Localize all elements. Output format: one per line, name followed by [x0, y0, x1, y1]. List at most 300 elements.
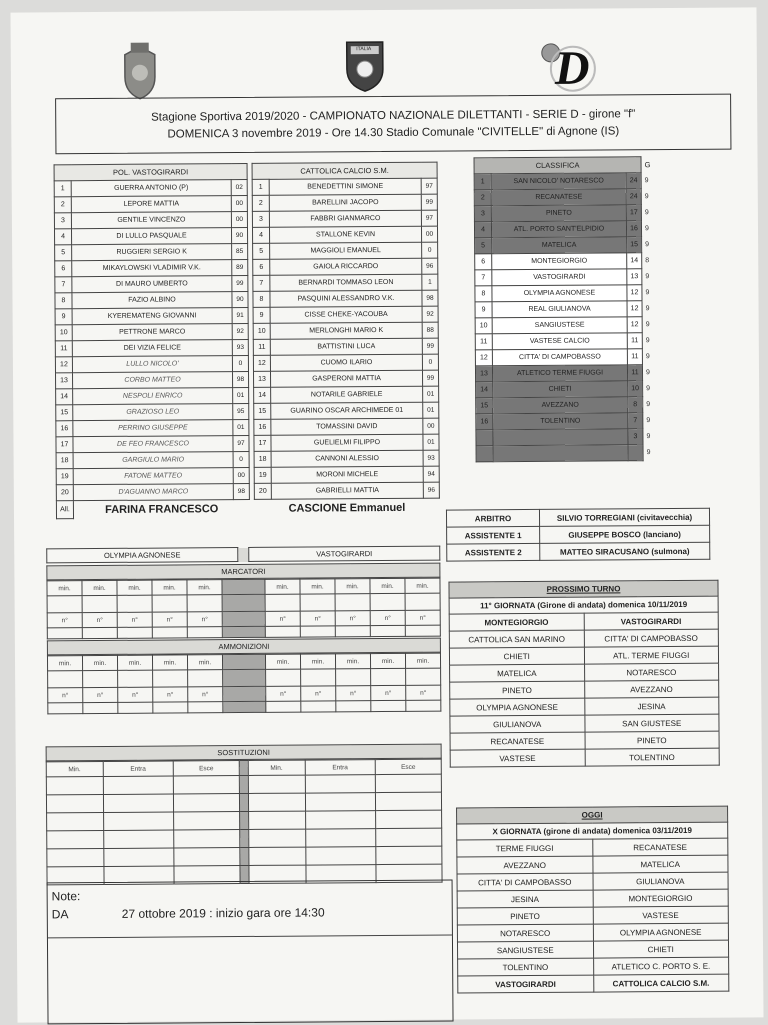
player-name: PETTRONE MARCO	[72, 324, 232, 341]
scorer-min-cell: min.	[370, 578, 405, 593]
player-year: 99	[422, 370, 438, 386]
player-year: 00	[423, 418, 439, 434]
next-round-match-row	[449, 646, 718, 665]
standings-team: REAL GIULIANOVA	[492, 301, 627, 318]
player-year: 97	[233, 435, 249, 451]
next-round-match-row	[450, 663, 719, 682]
player-year: 92	[422, 306, 438, 322]
referee-role: ASSISTENTE 2	[447, 543, 540, 561]
away-player-row	[253, 338, 438, 355]
standings-row	[476, 445, 659, 462]
player-year: 99	[421, 194, 437, 210]
scorer-n-cell: n°	[265, 611, 300, 626]
standings-team: ATL. PORTO SANT'ELPIDIO	[491, 221, 626, 238]
player-number: 11	[55, 341, 72, 357]
standings-row	[476, 397, 659, 414]
divider-cell	[222, 611, 265, 626]
player-number: 8	[253, 291, 270, 307]
player-year: 91	[232, 307, 248, 323]
standings-position: 13	[475, 366, 492, 382]
standings-games: 9	[646, 417, 651, 425]
standings-position: 11	[475, 334, 492, 350]
player-number: 7	[253, 275, 270, 291]
player-name: LULLO NICOLO'	[72, 356, 232, 373]
player-year: 88	[422, 322, 438, 338]
next-round-away-team: AVEZZANO	[584, 680, 719, 698]
today-match-row	[457, 940, 728, 959]
booking-n-cell: n°	[301, 686, 336, 701]
standings-points: 17	[626, 205, 641, 221]
next-round-home-team: CATTOLICA SAN MARINO	[449, 630, 584, 648]
today-match-row	[457, 838, 728, 857]
booking-min-cell: min.	[300, 654, 335, 669]
standings-position: 7	[475, 270, 492, 286]
booking-n-cell: n°	[406, 685, 441, 700]
scorer-n-cell: n°	[187, 612, 222, 627]
standings-row	[476, 413, 659, 430]
away-player-row	[254, 418, 439, 435]
away-player-row	[253, 306, 438, 323]
player-number: 16	[254, 419, 271, 435]
standings-games: 9	[644, 177, 649, 185]
player-number: 18	[254, 451, 271, 467]
player-name: GAIOLA RICCARDO	[270, 258, 422, 275]
standings-points: 14	[627, 253, 642, 269]
scorer-n-cell: n°	[335, 611, 370, 626]
player-year: 00	[233, 467, 249, 483]
standings-games: 9	[645, 353, 650, 361]
player-name: BATTISTINI LUCA	[270, 338, 422, 355]
standings-points: 16	[626, 221, 641, 237]
scorer-n-cell: n°	[300, 611, 335, 626]
booking-n-cell: n°	[266, 686, 301, 701]
player-name: BENEDETTINI SIMONE	[269, 178, 421, 195]
player-year: 99	[422, 338, 438, 354]
standings-games: 9	[645, 321, 650, 329]
substitutions-col-2: Esce	[173, 761, 239, 776]
player-number: 10	[55, 325, 72, 341]
standings-row	[475, 301, 658, 318]
booking-blank-row	[48, 700, 441, 714]
standings-row	[476, 429, 659, 446]
standings-team	[493, 429, 628, 446]
substitutions-col-2: Esce	[375, 759, 441, 774]
player-year: 96	[423, 482, 439, 498]
booking-n-cell: n°	[48, 688, 83, 703]
today-away-team: GIULIANOVA	[593, 872, 729, 890]
home-player-row	[54, 227, 247, 244]
player-number: 15	[56, 405, 73, 421]
scoresheet-team-left: OLYMPIA AGNONESE	[47, 548, 238, 563]
standings-position: 1	[474, 174, 491, 190]
standings-position: 2	[474, 190, 491, 206]
player-number: 1	[54, 181, 71, 197]
player-year: 90	[232, 291, 248, 307]
header-line-1: Stagione Sportiva 2019/2020 - CAMPIONATO NAZIONALE DILETTANTI - SERIE D - girone "f"	[151, 108, 636, 124]
player-number: 19	[56, 469, 73, 485]
next-round-home-team: RECANATESE	[450, 732, 585, 750]
home-player-row	[56, 387, 249, 404]
next-round-away-team: ATL. TERME FIUGGI	[584, 646, 719, 664]
standings-points: 3	[628, 429, 643, 445]
standings-games: 9	[645, 289, 650, 297]
standings-title: CLASSIFICA	[474, 157, 641, 174]
player-number: 1	[252, 179, 269, 195]
player-number: 20	[254, 483, 271, 499]
player-year: 98	[233, 483, 249, 499]
home-player-row	[56, 419, 249, 436]
player-number: 7	[55, 277, 72, 293]
home-player-row	[55, 275, 248, 292]
player-number: 14	[254, 387, 271, 403]
player-name: LEPORE MATTIA	[71, 196, 231, 213]
home-player-row	[55, 243, 248, 260]
standings-position: 6	[475, 254, 492, 270]
booking-n-cell: n°	[336, 686, 371, 701]
today-away-team: VASTESE	[593, 906, 729, 924]
player-number: 2	[252, 195, 269, 211]
divider-cell	[222, 654, 265, 669]
header-line-2: DOMENICA 3 novembre 2019 - Ore 14.30 Stadio Comunale "CIVITELLE" di Agnone (IS)	[167, 125, 620, 141]
scorer-min-cell: min.	[405, 578, 440, 593]
substitutions-col-1: Entra	[305, 760, 376, 775]
player-number: 4	[252, 227, 269, 243]
standings-row	[475, 253, 658, 270]
notes-text: 27 ottobre 2019 : inizio gara ore 14:30	[121, 905, 325, 921]
player-number: 13	[253, 371, 270, 387]
referee-name: GIUSEPPE BOSCO (lanciano)	[540, 525, 710, 543]
standings-row	[474, 173, 657, 190]
next-round-away-team: SAN GIUSTESE	[584, 714, 719, 732]
standings-row	[475, 237, 658, 254]
divider-cell	[223, 686, 266, 701]
standings-row	[474, 205, 657, 222]
notes-box	[47, 880, 454, 1025]
next-round-table	[448, 580, 719, 768]
home-player-row	[54, 195, 247, 212]
home-player-row	[55, 323, 248, 340]
player-year: 01	[233, 419, 249, 435]
away-player-row	[252, 226, 437, 243]
home-player-row	[56, 435, 249, 452]
player-name: FABBRI GIANMARCO	[269, 210, 421, 227]
next-round-away-team: TOLENTINO	[585, 748, 720, 766]
today-away-team: CATTOLICA CALCIO S.M.	[593, 974, 729, 992]
away-player-row	[254, 434, 439, 451]
scorer-min-cell: min.	[117, 580, 152, 595]
player-number: 3	[54, 213, 71, 229]
substitutions-col-0: Min.	[46, 761, 103, 776]
standings-points: 7	[628, 413, 643, 429]
player-name: MERLONGHI MARIO K	[270, 322, 422, 339]
next-round-match-row	[450, 714, 719, 733]
standings-position: 16	[476, 414, 493, 430]
standings-row	[475, 269, 658, 286]
booking-n-cell: n°	[118, 687, 153, 702]
player-year: 85	[232, 243, 248, 259]
player-number: 16	[56, 421, 73, 437]
player-name: CORBO MATTEO	[72, 372, 232, 389]
next-round-title: PROSSIMO TURNO	[449, 580, 718, 598]
standings-points: 8	[628, 397, 643, 413]
standings-points: 11	[627, 349, 642, 365]
player-name: KYEREMATENG GIOVANNI	[72, 308, 232, 325]
divider-cell	[222, 579, 265, 594]
player-number: 3	[252, 211, 269, 227]
standings-team: MONTEGIORGIO	[492, 253, 627, 270]
player-number: 18	[56, 453, 73, 469]
today-home-team: TERME FIUGGI	[457, 839, 593, 857]
player-number: 5	[55, 245, 72, 261]
player-name: FATONE MATTEO	[73, 468, 233, 485]
standings-points: 12	[627, 301, 642, 317]
referee-row	[447, 542, 710, 561]
home-player-row	[55, 259, 248, 276]
home-roster	[54, 163, 250, 519]
standings-points	[628, 445, 643, 461]
player-name: GASPERONI MATTIA	[270, 370, 422, 387]
away-player-row	[253, 258, 438, 275]
away-roster	[252, 162, 440, 517]
today-home-team: AVEZZANO	[457, 856, 593, 874]
today-match-row	[457, 923, 728, 942]
standings-games: 9	[646, 433, 651, 441]
today-match-row	[457, 872, 728, 891]
today-home-team: JESINA	[457, 890, 593, 908]
standings-points: 11	[627, 365, 642, 381]
substitutions-grid	[46, 759, 443, 886]
standings-row	[475, 333, 658, 350]
standings-row	[474, 189, 657, 206]
standings-games: 9	[645, 273, 650, 281]
standings-games: 9	[646, 401, 651, 409]
substitutions-col-0: Min.	[248, 760, 305, 775]
standings-games: 9	[645, 337, 650, 345]
player-name: MAGGIOLI EMANUEL	[270, 242, 422, 259]
match-sheet	[10, 7, 763, 1022]
player-name: MORONI MICHELE	[271, 466, 423, 483]
player-number: 5	[253, 243, 270, 259]
booking-n-cell: n°	[371, 685, 406, 700]
home-team-name: POL. VASTOGIRARDI	[54, 163, 247, 180]
standings-games: 9	[644, 209, 649, 217]
standings-games: 8	[645, 257, 650, 265]
standings-position: 9	[475, 302, 492, 318]
home-player-row	[56, 467, 249, 484]
standings-games: 9	[644, 225, 649, 233]
notes-da-label: DA	[51, 907, 69, 922]
standings-position: 3	[474, 206, 491, 222]
player-name: PASQUINI ALESSANDRO V.K.	[270, 290, 422, 307]
scorer-min-cell: min.	[300, 579, 335, 594]
next-round-home-team: OLYMPIA AGNONESE	[450, 698, 585, 716]
standings-points: 11	[627, 333, 642, 349]
scorer-min-cell: min.	[187, 580, 222, 595]
player-name: GUERRA ANTONIO (P)	[71, 180, 231, 197]
scorer-min-cell: min.	[47, 581, 82, 596]
player-number: 6	[253, 259, 270, 275]
player-year: 00	[231, 211, 247, 227]
home-player-row	[54, 211, 247, 228]
today-away-team: MATELICA	[592, 855, 728, 873]
player-name: NOTARILE GABRIELE	[271, 386, 423, 403]
scoresheet-team-right: VASTOGIRARDI	[249, 546, 440, 561]
scorer-min-cell: min.	[152, 580, 187, 595]
player-name: GABRIELLI MATTIA	[271, 482, 423, 499]
scorer-n-cell: n°	[47, 613, 82, 628]
player-name: GENTILE VINCENZO	[71, 212, 231, 229]
next-round-match-row	[449, 612, 718, 631]
standings-team: MATELICA	[492, 237, 627, 254]
scorer-n-cell: n°	[370, 610, 405, 625]
player-number: 6	[55, 261, 72, 277]
substitutions-label: SOSTITUZIONI	[46, 744, 441, 761]
standings-position: 10	[475, 318, 492, 334]
next-round-match-row	[450, 731, 719, 750]
player-number: 13	[55, 373, 72, 389]
today-home-team: SANGIUSTESE	[457, 941, 593, 959]
today-away-team: ATLETICO C. PORTO S. E.	[593, 957, 729, 975]
next-round-home-team: GIULIANOVA	[450, 715, 585, 733]
standings-row	[475, 365, 658, 382]
standings-position	[476, 430, 493, 446]
standings-team: CITTA' DI CAMPOBASSO	[492, 349, 627, 366]
next-round-match-row	[450, 697, 719, 716]
away-player-row	[253, 322, 438, 339]
today-match-row	[458, 957, 729, 976]
today-away-team: RECANATESE	[592, 838, 728, 856]
next-round-home-team: MONTEGIORGIO	[449, 613, 584, 631]
player-name: DEI VIZIA FELICE	[72, 340, 232, 357]
standings-row	[475, 285, 658, 302]
player-number: 10	[253, 323, 270, 339]
booking-min-cell: min.	[187, 655, 222, 670]
serie-d-logo	[539, 37, 599, 95]
standings-position: 15	[476, 398, 493, 414]
scorer-n-cell: n°	[117, 612, 152, 627]
player-name: GRAZIOSO LEO	[73, 404, 233, 421]
today-round-table	[456, 806, 729, 994]
player-year: 92	[232, 323, 248, 339]
next-round-away-team: JESINA	[584, 697, 719, 715]
standings-team: RECANATESE	[491, 189, 626, 206]
next-round-home-team: VASTESE	[450, 749, 585, 767]
player-number: 12	[55, 357, 72, 373]
standings-table	[474, 156, 660, 462]
player-year: 02	[231, 179, 247, 195]
player-year: 00	[421, 226, 437, 242]
scorers-section	[46, 563, 441, 640]
player-number: 17	[56, 437, 73, 453]
player-name: NESPOLI ENRICO	[73, 388, 233, 405]
today-match-row	[458, 974, 729, 993]
player-year: 01	[423, 386, 439, 402]
standings-games: 9	[645, 241, 650, 249]
scorer-n-cell: n°	[152, 612, 187, 627]
booking-n-cell: n°	[83, 687, 118, 702]
home-player-row	[55, 371, 248, 388]
next-round-home-team: MATELICA	[450, 664, 585, 682]
home-player-row	[55, 307, 248, 324]
standings-position: 4	[474, 222, 491, 238]
player-year: 01	[233, 387, 249, 403]
away-player-row	[254, 466, 439, 483]
today-match-row	[457, 889, 728, 908]
home-coach-label: All.	[56, 501, 73, 519]
player-year: 96	[422, 258, 438, 274]
away-player-row	[254, 450, 439, 467]
standings-points: 13	[627, 269, 642, 285]
today-title: OGGI	[457, 806, 728, 824]
standings-position: 8	[475, 286, 492, 302]
player-number: 12	[253, 355, 270, 371]
player-year: 1	[422, 274, 438, 290]
booking-min-cell: min.	[405, 653, 440, 668]
today-away-team: MONTEGIORGIO	[593, 889, 729, 907]
standings-team	[493, 445, 628, 462]
scoresheet-teams	[46, 546, 440, 564]
scorer-n-cell: n°	[82, 612, 117, 627]
today-home-team: NOTARESCO	[457, 924, 593, 942]
player-year: 93	[423, 450, 439, 466]
today-home-team: TOLENTINO	[458, 958, 594, 976]
serie-d-letter: D	[554, 41, 590, 95]
next-round-away-team: NOTARESCO	[584, 663, 719, 681]
standings-team: ATLETICO TERME FIUGGI	[492, 365, 627, 382]
player-number: 9	[253, 307, 270, 323]
referee-name: SILVIO TORREGIANI (civitavecchia)	[539, 508, 709, 526]
away-player-row	[252, 178, 437, 195]
standings-points: 12	[627, 317, 642, 333]
standings-team: VASTOGIRARDI	[492, 269, 627, 286]
player-name: GUELIELMI FILIPPO	[271, 434, 423, 451]
substitutions-section	[46, 744, 443, 886]
today-match-row	[457, 906, 728, 925]
today-home-team: CITTA' DI CAMPOBASSO	[457, 873, 593, 891]
booking-min-cell: min.	[47, 656, 82, 671]
next-round-away-team: CITTA' DI CAMPOBASSO	[584, 629, 719, 647]
player-name: BARELLINI JACOPO	[269, 194, 421, 211]
standings-position: 5	[475, 238, 492, 254]
today-away-team: CHIETI	[593, 940, 729, 958]
scorer-blank-row	[47, 625, 440, 639]
player-number: 15	[254, 403, 271, 419]
player-year: 94	[423, 466, 439, 482]
player-number: 19	[254, 467, 271, 483]
player-year: 95	[233, 403, 249, 419]
referee-name: MATTEO SIRACUSANO (sulmona)	[540, 542, 710, 560]
standings-points: 15	[627, 237, 642, 253]
player-year: 00	[231, 195, 247, 211]
scorer-min-cell: min.	[265, 579, 300, 594]
away-player-row	[254, 402, 439, 419]
standings-team: OLYMPIA AGNONESE	[492, 285, 627, 302]
home-player-row	[55, 355, 248, 372]
standings-position: 14	[476, 382, 493, 398]
today-away-team: OLYMPIA AGNONESE	[593, 923, 729, 941]
standings-position: 12	[475, 350, 492, 366]
scorer-min-cell: min.	[82, 580, 117, 595]
player-year: 0	[232, 355, 248, 371]
standings-row	[476, 381, 659, 398]
player-year: 0	[422, 242, 438, 258]
next-round-home-team: PINETO	[450, 681, 585, 699]
player-name: CANNONI ALESSIO	[271, 450, 423, 467]
standings-row	[475, 349, 658, 366]
standings-team: PINETO	[491, 205, 626, 222]
standings-team: TOLENTINO	[493, 413, 628, 430]
away-coach: CASCIONE Emmanuel	[288, 501, 406, 515]
